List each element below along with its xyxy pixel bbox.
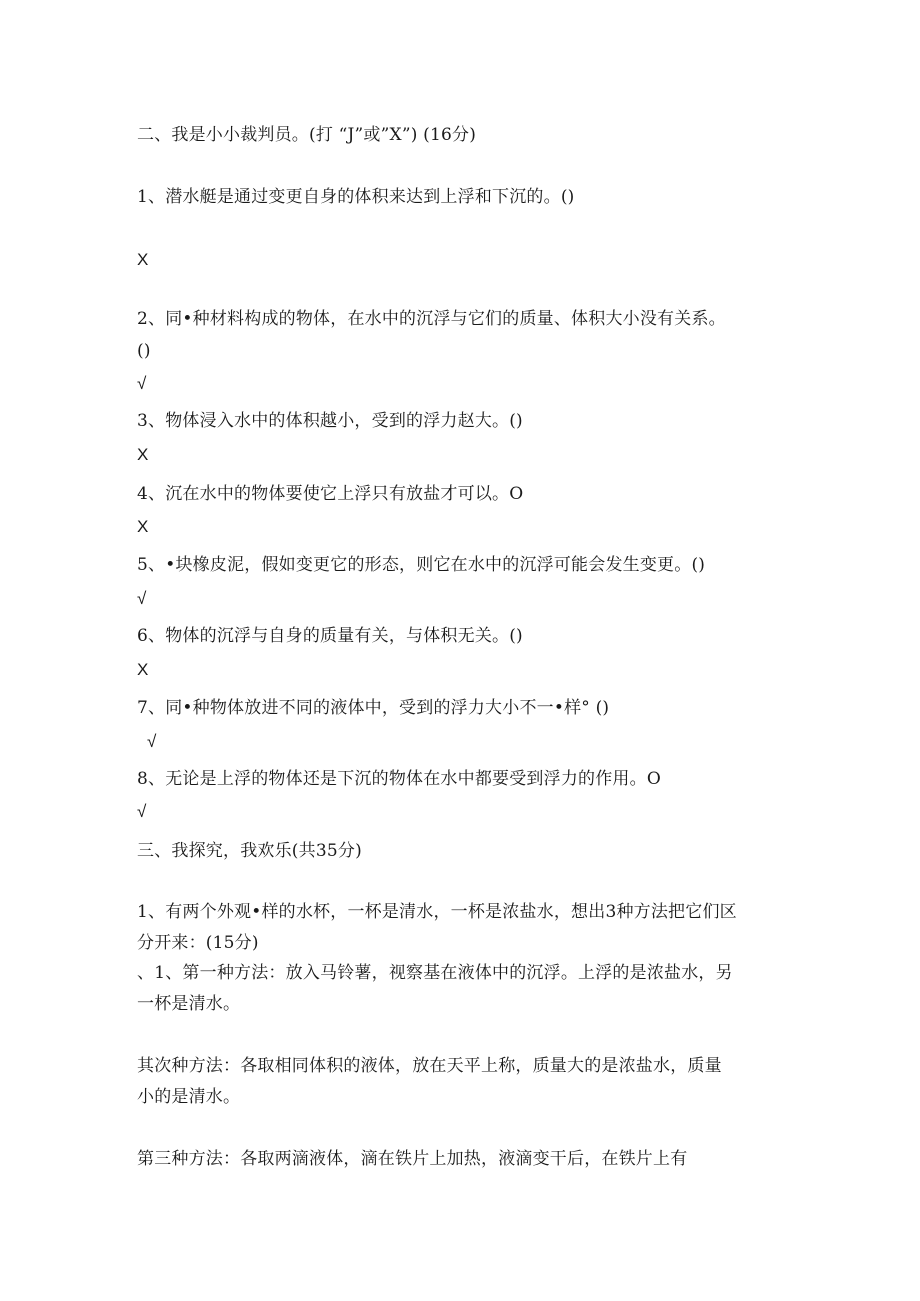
question-2: 2、同•种材料构成的物体，在水中的沉浮与它们的质量、体积大小没有关系。 [137,309,726,329]
answer-8: √ [137,802,147,821]
question-4: 4、沉在水中的物体要使它上浮只有放盐才可以。O [137,484,524,504]
answer-5: √ [137,589,147,608]
section2-heading: 二、我是小小裁判员。(打 “J”或”X”) (16分) [137,125,477,145]
method2-line1: 其次种方法：各取相同体积的液体，放在天平上称，质量大的是浓盐水，质量 [137,1056,722,1076]
question-8: 8、无论是上浮的物体还是下沉的物体在水中都要受到浮力的作用。O [137,769,661,789]
method1-line1: 、1、第一种方法：放入马铃薯，视察基在液体中的沉浮。上浮的是浓盐水，另 [137,963,733,983]
question-2-cont: () [137,341,151,361]
answer-3: X [137,445,149,464]
answer-7: √ [147,732,157,751]
section3-q1-line1: 1、有两个外观•样的水杯，一杯是清水，一杯是浓盐水，想出3种方法把它们区 [137,902,737,922]
section3-q1-line2: 分开来：(15分) [137,933,259,953]
answer-4: X [137,517,149,536]
answer-1: X [137,250,149,269]
method1-line2: 一杯是清水。 [137,994,241,1014]
method3-line1: 第三种方法：各取两滴液体，滴在铁片上加热，液滴变干后，在铁片上有 [137,1149,688,1169]
question-5: 5、•块橡皮泥，假如变更它的形态，则它在水中的沉浮可能会发生变更。() [137,555,706,575]
question-7: 7、同•种物体放进不同的液体中，受到的浮力大小不一•样° () [137,698,610,718]
section3-heading: 三、我探究，我欢乐(共35分) [137,841,362,861]
answer-6: X [137,660,149,679]
question-3: 3、物体浸入水中的体积越小，受到的浮力赵大。() [137,411,523,431]
question-1: 1、潜水艇是通过变更自身的体积来达到上浮和下沉的。() [137,187,575,207]
question-6: 6、物体的沉浮与自身的质量有关，与体积无关。() [137,626,523,646]
method2-line2: 小的是清水。 [137,1087,241,1107]
answer-2: √ [137,374,147,393]
